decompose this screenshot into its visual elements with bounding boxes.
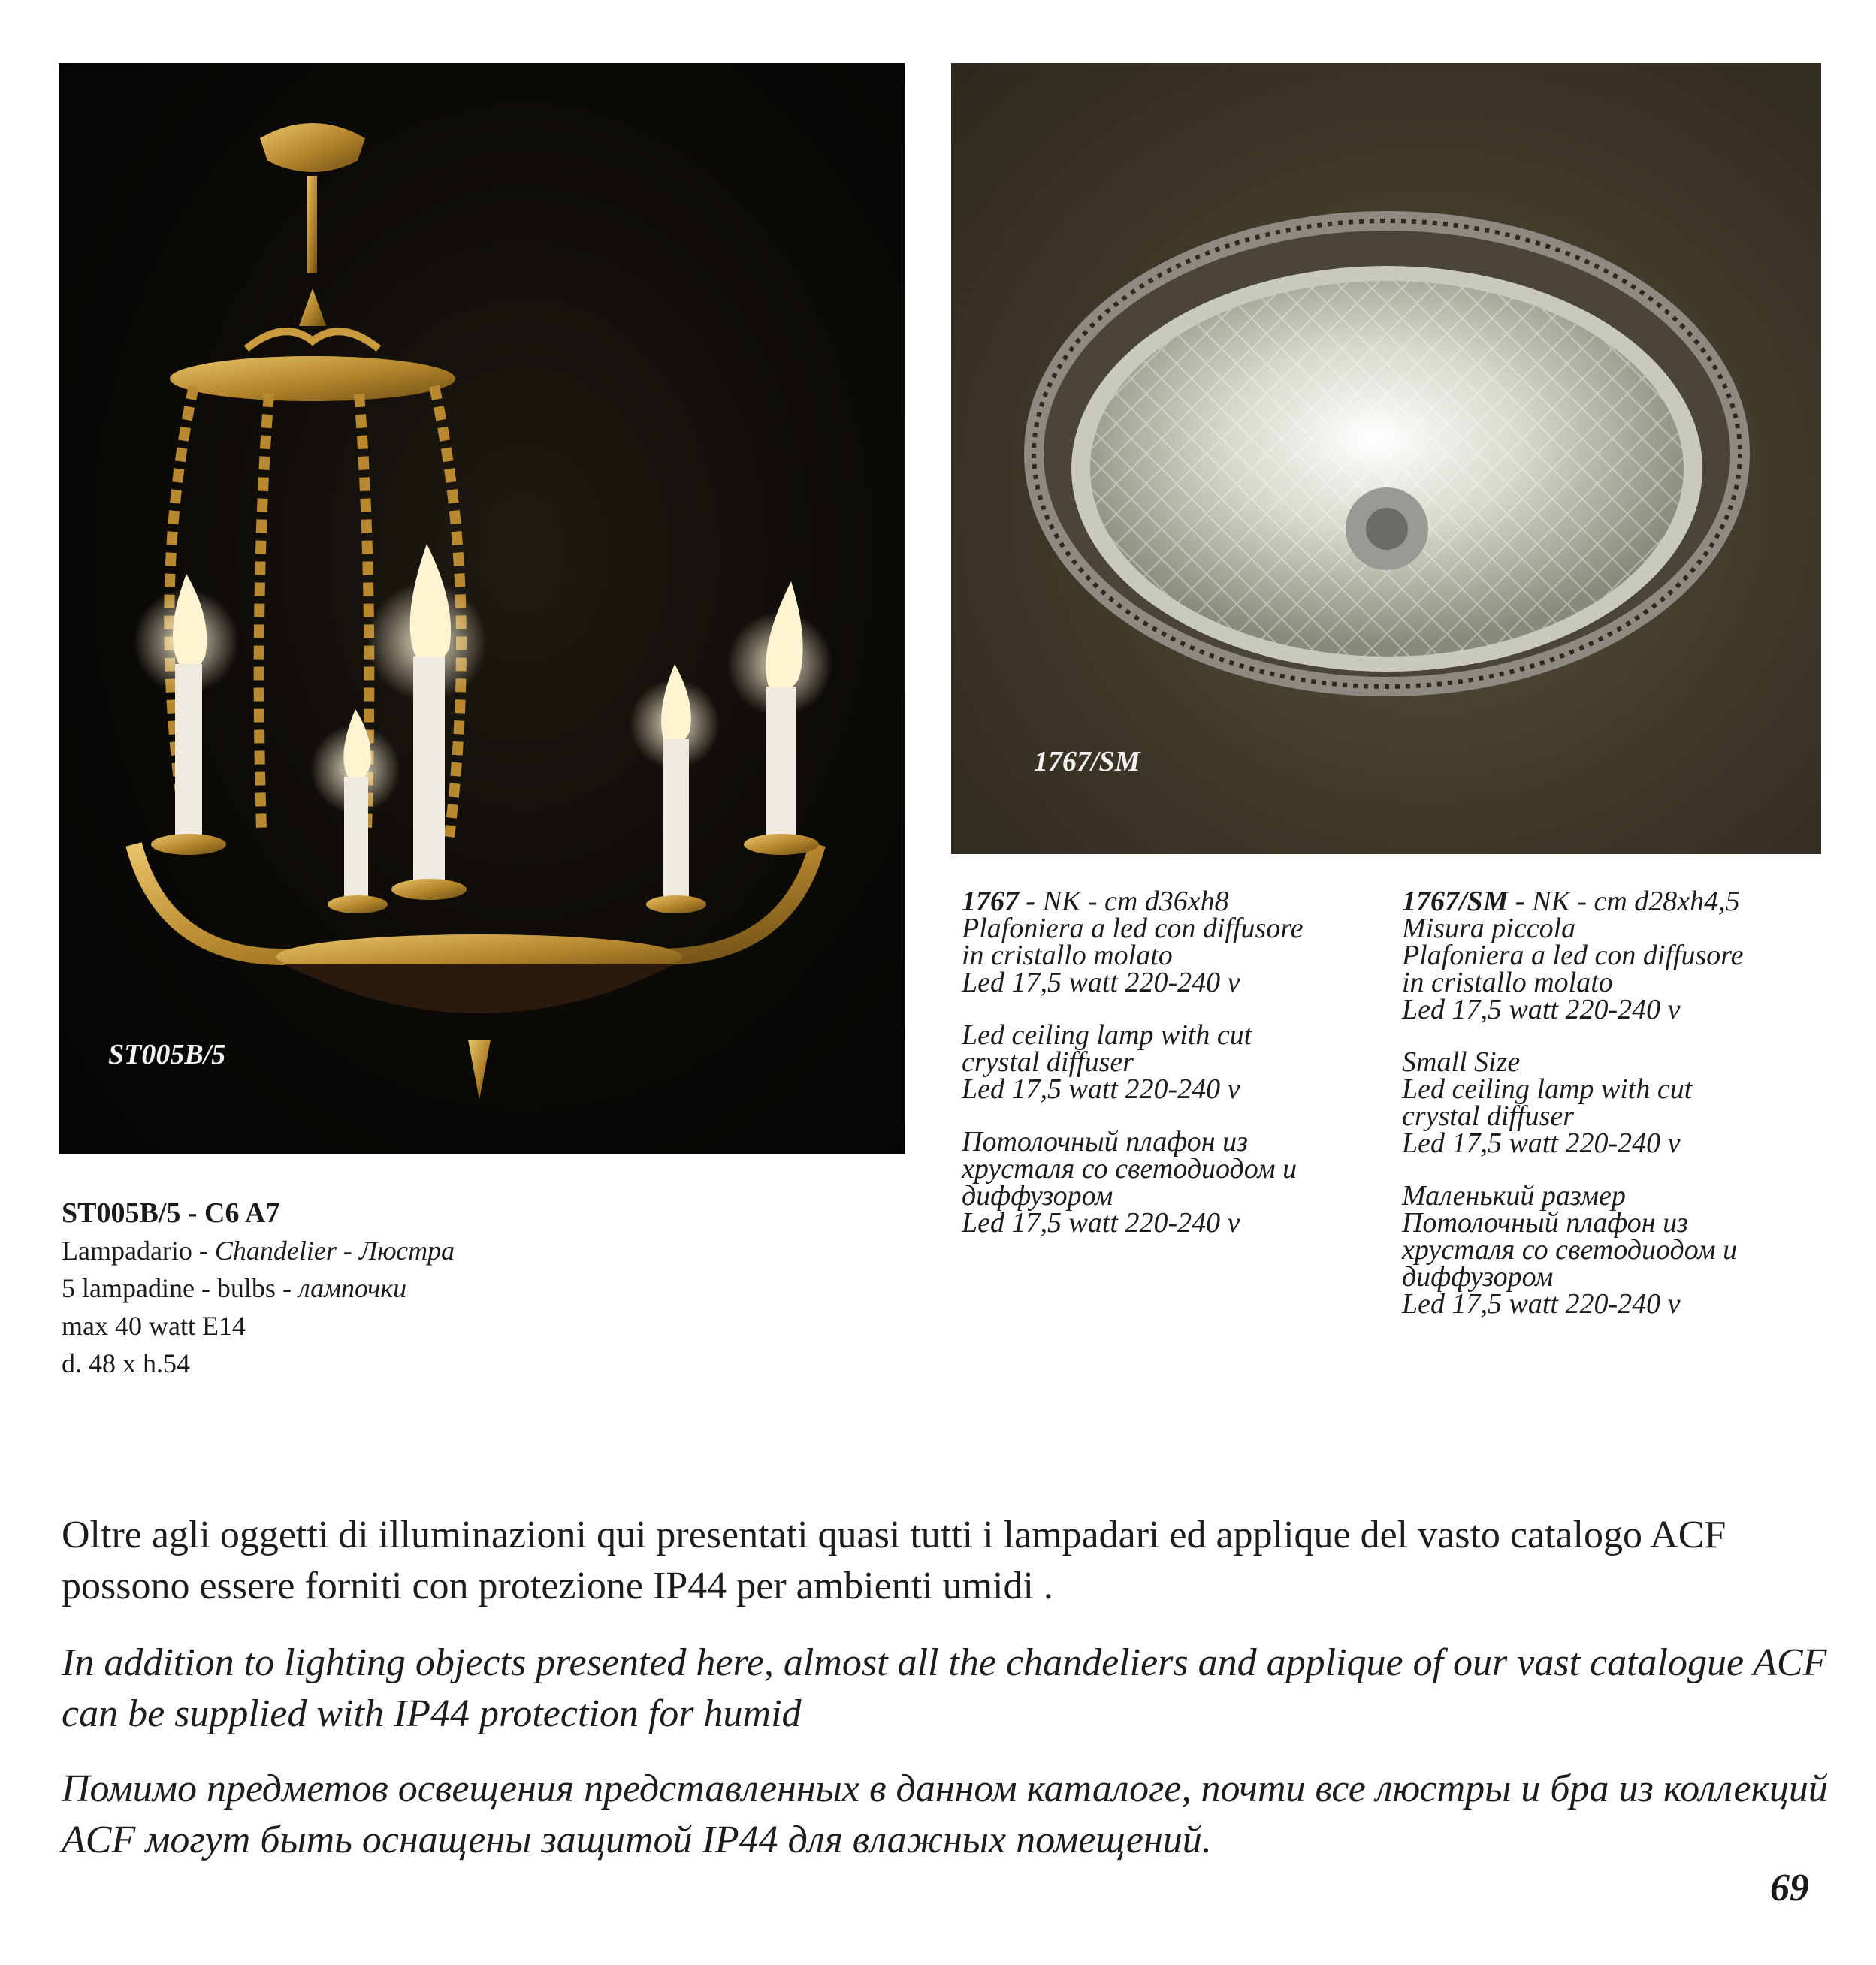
st005-bulbs-ru: лампочки: [298, 1273, 407, 1303]
paragraph-russian: Помимо предметов освещения представленных в данном каталоге, почти все люстры и бра из коллекций ACF могут быть оснащены защитой IP44 для влажных помещений.: [62, 1767, 1828, 1861]
spec-line-en: crystal diffuser: [1402, 1100, 1575, 1132]
spec-line-it: Led 17,5 watt 220-240 v: [1402, 994, 1681, 1025]
paragraph-italian: Oltre agli oggetti di illuminazioni qui presentati quasi tutti i lampadari ed applique del vasto catalogo ACF possono essere forniti con protezione IP44 per ambienti umidi .: [62, 1514, 1726, 1607]
ceiling-lamp-illustration: [951, 63, 1821, 854]
product-finish: NK - cm d28xh4,5: [1524, 886, 1740, 917]
st005-wattage: max 40 watt E14: [62, 1311, 246, 1341]
product-code: 1767 -: [962, 886, 1036, 917]
spec-header: [1402, 888, 1744, 915]
page-number: 69: [1770, 1867, 1809, 1909]
photo-caption-right: 1767/SM: [1034, 746, 1140, 777]
spec-line-en: crystal diffuser: [962, 1046, 1134, 1078]
st005-type-it: Lampadario: [62, 1236, 199, 1266]
spec-line-ru: Потолочный плафон из: [962, 1126, 1248, 1158]
spec-line-en: Small Size: [1402, 1046, 1521, 1078]
st005-dimensions: d. 48 x h.54: [62, 1348, 190, 1378]
spec-line-it: Led 17,5 watt 220-240 v: [962, 967, 1240, 998]
spec-line-it: in cristallo molato: [1402, 967, 1613, 998]
spec-line-en: Led ceiling lamp with cut: [1402, 1073, 1693, 1105]
ceiling-lamp-photo: [951, 63, 1821, 854]
spec-line-it: Misura piccola: [1402, 913, 1576, 944]
chandelier-photo: [59, 63, 905, 1154]
st005-separator: -: [198, 1236, 215, 1266]
spec-line-it: Plafoniera a led con diffusore: [962, 913, 1304, 944]
spec-line-ru: диффузором: [1402, 1261, 1554, 1293]
st005-type-line: [62, 1232, 455, 1269]
spec-1767: [962, 886, 1304, 1239]
photo-caption-left: ST005B/5: [108, 1039, 226, 1070]
st005-title: ST005B/5 - C6 A7: [62, 1197, 280, 1229]
st005-bulbs-line: [62, 1269, 455, 1307]
spec-line-it: in cristallo molato: [962, 940, 1173, 971]
spec-1767sm: [1402, 888, 1744, 1318]
st005-spec: [62, 1194, 455, 1382]
spec-line-ru: Потолочный плафон из: [1402, 1207, 1688, 1239]
spec-line-ru: Led 17,5 watt 220-240 v: [962, 1207, 1240, 1239]
spec-header: [962, 888, 1304, 915]
spec-line-ru: хрусталя со светодиодом и: [1402, 1234, 1738, 1266]
spec-line-en: Led 17,5 watt 220-240 v: [962, 1073, 1240, 1105]
spec-line-en: Led ceiling lamp with cut: [962, 1019, 1252, 1051]
spec-line-en: Led 17,5 watt 220-240 v: [1402, 1127, 1681, 1159]
product-finish: NK - cm d36xh8: [1035, 886, 1229, 917]
spec-line-ru: хрусталя со светодиодом и: [962, 1153, 1297, 1185]
spec-line-ru: Led 17,5 watt 220-240 v: [1402, 1288, 1681, 1320]
st005-bulbs: 5 lampadine - bulbs -: [62, 1273, 298, 1303]
st005-type-en-ru: Chandelier - Люстра: [214, 1236, 455, 1266]
spec-line-ru: диффузором: [962, 1180, 1113, 1212]
spec-line-ru: Маленький размер: [1402, 1180, 1626, 1212]
product-code: 1767/SM -: [1402, 886, 1525, 917]
paragraph-english: In addition to lighting objects presented here, almost all the chandeliers and applique of our vast catalogue ACF can be supplied with IP44 protection for humid: [62, 1641, 1827, 1735]
spec-line-it: Plafoniera a led con diffusore: [1402, 940, 1744, 971]
chandelier-illustration: [59, 63, 905, 1154]
